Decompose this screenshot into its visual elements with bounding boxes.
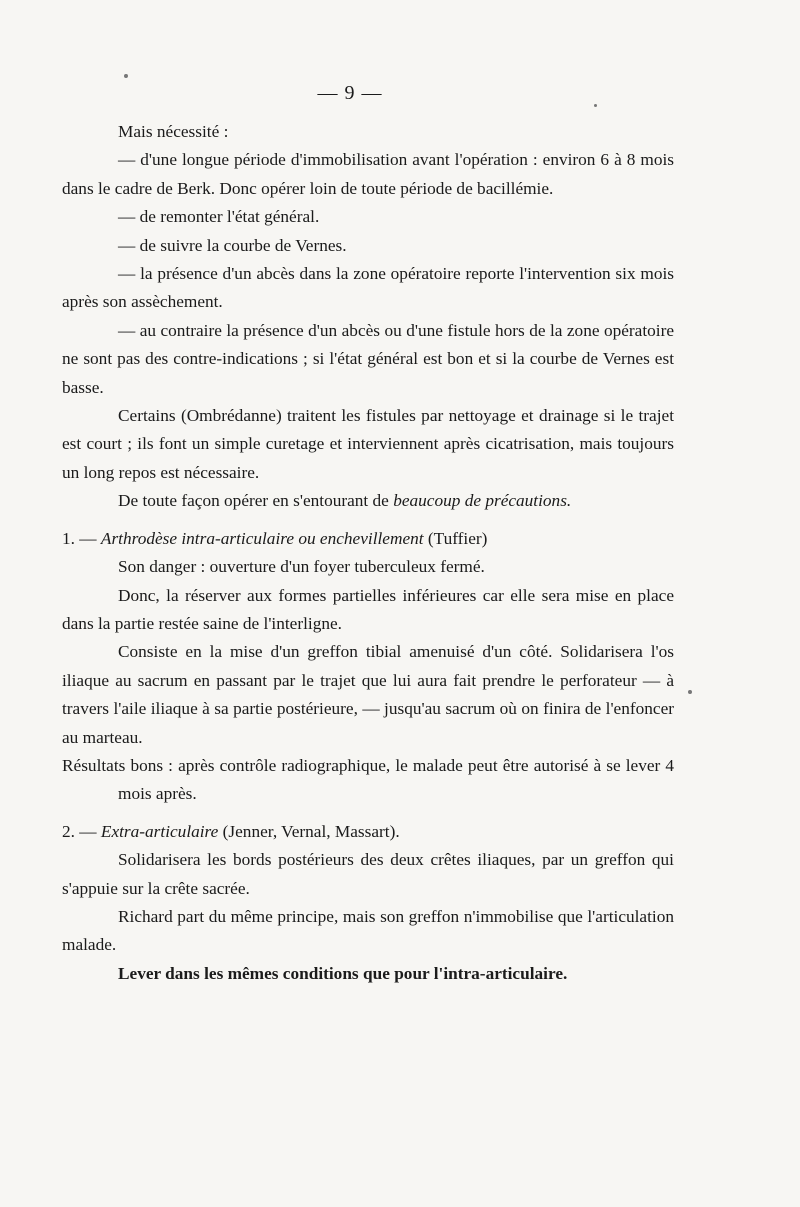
section-number: 1. — xyxy=(62,528,101,548)
paragraph: — de remonter l'état général. xyxy=(118,207,320,227)
paragraph: Donc, la réserver aux formes partielles inférieures car elle sera mise en place dans la partie restée saine de l'interligne. xyxy=(62,585,674,633)
page-number: — 9 — xyxy=(317,82,383,104)
paragraph: Son danger : ouverture d'un foyer tuberculeux fermé. xyxy=(118,557,485,577)
section-heading-1 xyxy=(62,525,674,553)
paragraph xyxy=(62,487,674,515)
section-heading-2 xyxy=(62,818,674,846)
paragraph: — la présence d'un abcès dans la zone opératoire reporte l'intervention six mois après son assèchement. xyxy=(62,264,674,312)
paragraph: Résultats bons : après contrôle radiographique, le malade peut être autorisé à se lever 4 mois après. xyxy=(62,755,674,804)
scan-speck xyxy=(124,74,128,78)
paragraph: — au contraire la présence d'un abcès ou d'une fistule hors de la zone opératoire ne sont pas des contre-indications ; si l'état général est bon et si la courbe de Vernes est basse. xyxy=(62,320,674,397)
paragraph: Solidarisera les bords postérieurs des deux crêtes iliaques, par un greffon qui s'appuie sur la crête sacrée. xyxy=(62,850,674,898)
paragraph xyxy=(62,960,674,988)
scan-speck xyxy=(594,104,597,107)
paragraph: Mais nécessité : xyxy=(118,122,229,141)
section-title: Extra-articulaire xyxy=(100,821,219,841)
paragraph: Certains (Ombrédanne) traitent les fistules par nettoyage et drainage si le trajet est court ; ils font un simple curetage et interviennent après cicatrisation, mais toujours un long repos est nécessaire. xyxy=(62,406,674,482)
section-authors: (Jenner, Vernal, Massart). xyxy=(218,821,400,841)
paragraph: — d'une longue période d'immobilisation avant l'opération : environ 6 à 8 mois dans le cadre de Berk. Donc opérer loin de toute période de bacillémie. xyxy=(62,150,674,198)
paragraph: Richard part du même principe, mais son greffon n'immobilise que l'articulation malade. xyxy=(62,906,674,955)
section-authors: (Tuffier) xyxy=(423,528,488,548)
scan-speck xyxy=(688,690,692,694)
paragraph: — de suivre la courbe de Vernes. xyxy=(118,235,347,255)
italic-text: beaucoup de précautions. xyxy=(393,491,572,511)
bold-text: Lever dans les mêmes conditions que pour l'intra-articulaire. xyxy=(118,963,568,983)
paragraph: Consiste en la mise d'un greffon tibial amenuisé d'un côté. Solidarisera l'os iliaque au sacrum en passant par le trajet que lui aura fait prendre le perforateur — à travers l'aile iliaque à sa partie postérieure, — jusqu'au sacrum où on finira de l'enfoncer au marteau. xyxy=(62,642,674,747)
paragraph-text: De toute façon opérer en s'entourant de xyxy=(118,491,394,511)
body-text xyxy=(62,118,674,988)
section-number: 2. — xyxy=(62,821,101,841)
section-title: Arthrodèse intra-articulaire ou enchevillement xyxy=(100,528,424,548)
